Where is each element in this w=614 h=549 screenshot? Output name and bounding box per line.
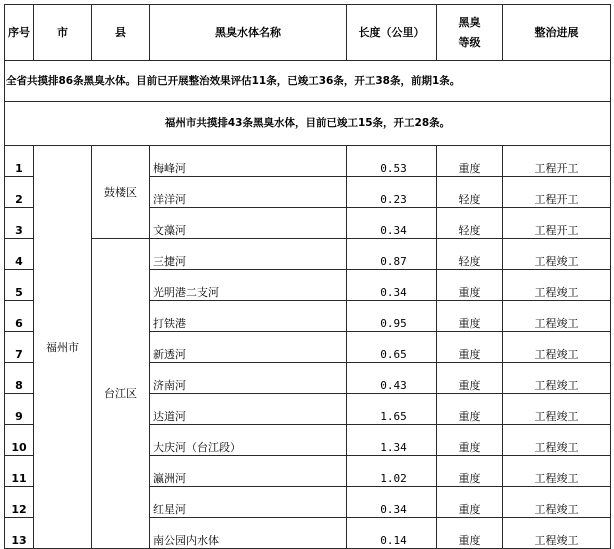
odor-level: 重度 <box>437 394 503 425</box>
odor-level: 轻度 <box>437 177 503 208</box>
water-body-name: 梅峰河 <box>150 146 347 177</box>
length-value: 0.87 <box>347 239 437 270</box>
odor-level: 重度 <box>437 456 503 487</box>
header-rating <box>437 5 503 61</box>
water-body-name: 三捷河 <box>150 239 347 270</box>
row-number: 9 <box>5 394 34 425</box>
city-cell: 福州市 <box>34 146 92 549</box>
length-value: 0.34 <box>347 487 437 518</box>
row-number: 1 <box>5 146 34 177</box>
odor-level: 重度 <box>437 270 503 301</box>
black-odorous-water-table <box>4 4 611 549</box>
water-body-name: 洋洋河 <box>150 177 347 208</box>
water-body-name: 达道河 <box>150 394 347 425</box>
length-value: 0.43 <box>347 363 437 394</box>
length-value: 1.02 <box>347 456 437 487</box>
remediation-progress: 工程开工 <box>503 146 611 177</box>
odor-level: 重度 <box>437 301 503 332</box>
water-body-name: 大庆河（台江段） <box>150 425 347 456</box>
table-row <box>5 239 611 270</box>
length-value: 0.53 <box>347 146 437 177</box>
header-rating-line2: 等级 <box>458 35 481 49</box>
water-body-name: 红星河 <box>150 487 347 518</box>
city-summary-row <box>5 102 611 146</box>
length-value: 1.34 <box>347 425 437 456</box>
row-number: 11 <box>5 456 34 487</box>
remediation-progress: 工程竣工 <box>503 425 611 456</box>
row-number: 7 <box>5 332 34 363</box>
city-summary: 福州市共摸排43条黑臭水体，目前已竣工15条，开工28条。 <box>5 102 611 146</box>
odor-level: 重度 <box>437 363 503 394</box>
remediation-progress: 工程竣工 <box>503 456 611 487</box>
header-rating-line1: 黑臭 <box>458 15 481 29</box>
row-number: 4 <box>5 239 34 270</box>
water-body-name: 光明港二支河 <box>150 270 347 301</box>
water-body-name: 文藻河 <box>150 208 347 239</box>
province-summary: 全省共摸排86条黑臭水体。目前已开展整治效果评估11条，已竣工36条，开工38条，前期1条。 <box>5 61 611 102</box>
header-city: 市 <box>34 5 92 61</box>
length-value: 0.14 <box>347 518 437 549</box>
remediation-progress: 工程竣工 <box>503 301 611 332</box>
water-body-name: 南公园内水体 <box>150 518 347 549</box>
row-number: 6 <box>5 301 34 332</box>
remediation-progress: 工程竣工 <box>503 518 611 549</box>
remediation-progress: 工程开工 <box>503 208 611 239</box>
remediation-progress: 工程开工 <box>503 177 611 208</box>
odor-level: 重度 <box>437 425 503 456</box>
header-progress: 整治进展 <box>503 5 611 61</box>
county-cell: 鼓楼区 <box>92 146 150 239</box>
water-body-name: 打铁港 <box>150 301 347 332</box>
length-value: 0.65 <box>347 332 437 363</box>
remediation-progress: 工程竣工 <box>503 394 611 425</box>
odor-level: 重度 <box>437 487 503 518</box>
length-value: 0.95 <box>347 301 437 332</box>
water-body-name: 新透河 <box>150 332 347 363</box>
odor-level: 重度 <box>437 518 503 549</box>
row-number: 10 <box>5 425 34 456</box>
remediation-progress: 工程竣工 <box>503 363 611 394</box>
row-number: 12 <box>5 487 34 518</box>
province-summary-row <box>5 61 611 102</box>
header-row <box>5 5 611 61</box>
row-number: 2 <box>5 177 34 208</box>
row-number: 13 <box>5 518 34 549</box>
water-body-name: 济南河 <box>150 363 347 394</box>
header-no: 序号 <box>5 5 34 61</box>
remediation-progress: 工程竣工 <box>503 270 611 301</box>
remediation-progress: 工程竣工 <box>503 332 611 363</box>
header-water-body-name: 黑臭水体名称 <box>150 5 347 61</box>
length-value: 1.65 <box>347 394 437 425</box>
header-county: 县 <box>92 5 150 61</box>
row-number: 8 <box>5 363 34 394</box>
odor-level: 轻度 <box>437 239 503 270</box>
table-body <box>5 146 611 549</box>
odor-level: 轻度 <box>437 208 503 239</box>
length-value: 0.34 <box>347 208 437 239</box>
water-body-name: 瀛洲河 <box>150 456 347 487</box>
table-row <box>5 146 611 177</box>
header-length: 长度（公里） <box>347 5 437 61</box>
row-number: 5 <box>5 270 34 301</box>
length-value: 0.23 <box>347 177 437 208</box>
odor-level: 重度 <box>437 146 503 177</box>
county-cell: 台江区 <box>92 239 150 549</box>
row-number: 3 <box>5 208 34 239</box>
length-value: 0.34 <box>347 270 437 301</box>
odor-level: 重度 <box>437 332 503 363</box>
remediation-progress: 工程竣工 <box>503 239 611 270</box>
remediation-progress: 工程竣工 <box>503 487 611 518</box>
